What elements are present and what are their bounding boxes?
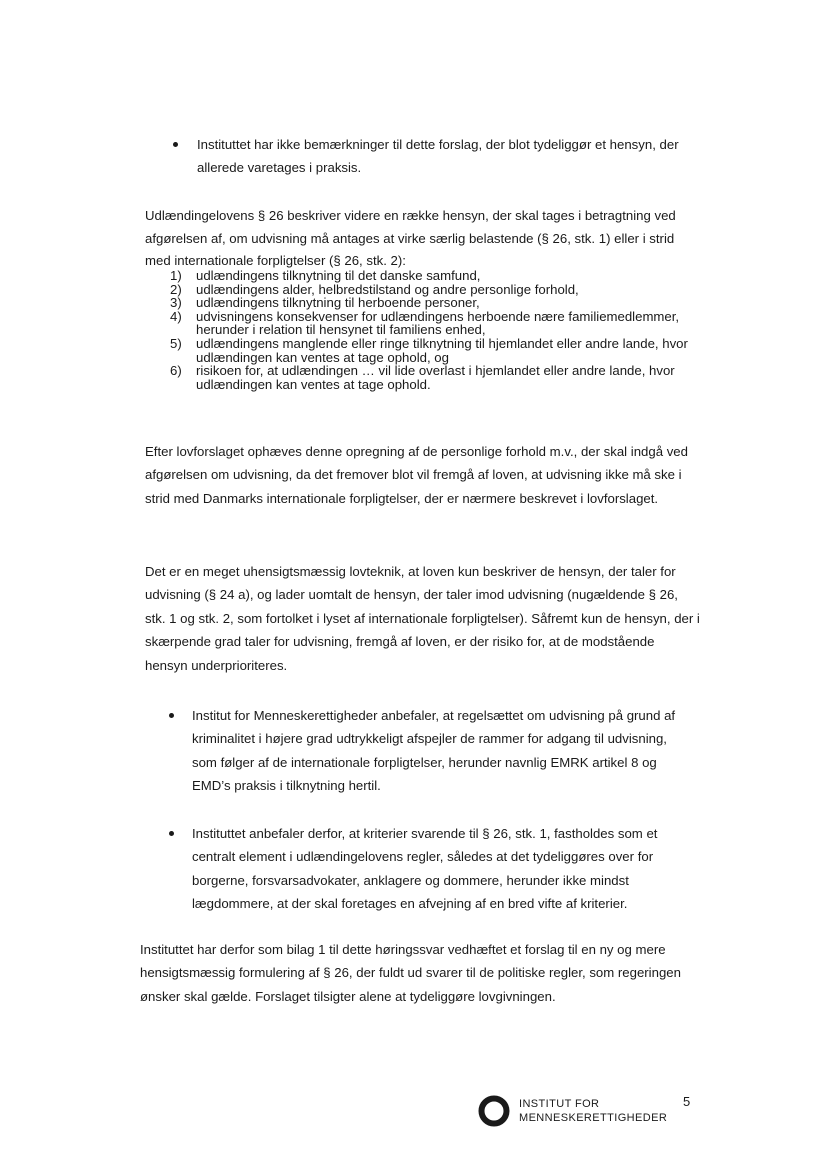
paragraph-2: Efter lovforslaget ophæves denne opregning af de personlige forhold m.v., der skal indgå ved afgørelsen om udvisning, da det fremover blot vil fremgå af loven, at udvisning ikke må ske i strid med Danmarks internationale forpligtelser, der er nærmere beskrevet i lovforslaget.	[145, 444, 688, 506]
list-text: risikoen for, at udlændingen … vil lide overlast i hjemlandet eller andre lande, hvor udlændingen kan ventes at tage ophold.	[196, 363, 675, 392]
list-number: 1)	[170, 268, 182, 283]
list-item	[170, 283, 700, 297]
list-item	[170, 337, 700, 364]
list-text: udvisningens konsekvenser for udlændingens herboende nære familiemedlemmer, herunder i relation til hensynet til familiens enhed,	[196, 308, 680, 338]
list-item	[170, 296, 700, 310]
bullet-dot	[169, 713, 174, 718]
list-text: udlændingens manglende eller ringe tilknytning til hjemlandet eller andre lande, hvor udlændingen kan ventes at tage ophold, og	[196, 335, 688, 365]
list-text: udlændingens tilknytning til det danske samfund,	[196, 268, 481, 283]
bullet-text: Instituttet har ikke bemærkninger til dette forslag, der blot tydeliggør et hensyn, der allerede varetages i praksis.	[197, 137, 679, 176]
paragraph-intro: Udlændingelovens § 26 beskriver videre en række hensyn, der skal tages i betragtning ved afgørelsen af, om udvisning må antages at virke særlig belastende (§ 26, stk. 1) eller i strid med internationale forpligtelser (§ 26, stk. 2):	[145, 208, 676, 268]
bullet-item	[169, 704, 694, 798]
ring-logo-icon	[478, 1095, 510, 1127]
paragraph-3: Det er en meget uhensigtsmæssig lovteknik, at loven kun beskriver de hensyn, der taler for udvisning (§ 24 a), og lader uomtalt de hensyn, der taler imod udvisning (nugældende § 26, stk. 1 og stk. 2, som fortolket i lyset af internationale forpligtelser). Såfremt kun de hensyn, der i skærpende grad taler for udvisning, fremgå af loven, er der risiko for, at de modstående hensyn underprioriteres.	[145, 564, 700, 673]
list-item	[170, 269, 700, 283]
list-number: 5)	[170, 335, 182, 351]
list-number: 3)	[170, 295, 182, 311]
bullet-item	[173, 133, 693, 180]
list-item	[170, 310, 700, 337]
list-text: udlændingens alder, helbredstilstand og andre personlige forhold,	[196, 281, 579, 297]
bullet-dot	[169, 831, 174, 836]
list-item	[170, 364, 700, 391]
page-number: 5	[683, 1094, 691, 1109]
bullet-text: Institut for Menneskerettigheder anbefaler, at regelsættet om udvisning på grund af kriminalitet i højere grad udtrykkeligt afspejler de rammer for adgang til udvisning, som følger af de internationale forpligtelser, herunder navnlig EMRK artikel 8 og EMD’s praksis i tilknytning hertil.	[192, 708, 676, 794]
list-number: 6)	[170, 363, 182, 379]
bullet-dot	[173, 142, 178, 147]
numbered-list	[170, 269, 700, 391]
org-line-2: MENNESKERETTIGHEDER	[519, 1111, 668, 1124]
paragraph-4: Instituttet har derfor som bilag 1 til dette høringssvar vedhæftet et forslag til en ny og mere hensigtsmæssig formulering af § 26, der fuldt ud svarer til de politiske regler, som regeringen ønsker skal gælde. Forslaget tilsigter alene at tydeliggøre lovgivningen.	[140, 942, 681, 1004]
footer-org-name	[519, 1098, 667, 1125]
org-line-1: INSTITUT FOR	[519, 1098, 600, 1110]
bullet-text: Instituttet anbefaler derfor, at kriterier svarende til § 26, stk. 1, fastholdes som et centralt element i udlændingelovens regler, således at det tydeliggøres over for borgerne, forsvarsadvokater, anklagere og dommere, herunder ikke mindst lægdommere, at der skal foretages en afvejning af en bred vifte af kriterier.	[192, 826, 658, 912]
list-number: 4)	[170, 308, 182, 324]
list-number: 2)	[170, 281, 182, 297]
bullet-item	[169, 822, 694, 916]
list-text: udlændingens tilknytning til herboende personer,	[196, 295, 480, 311]
